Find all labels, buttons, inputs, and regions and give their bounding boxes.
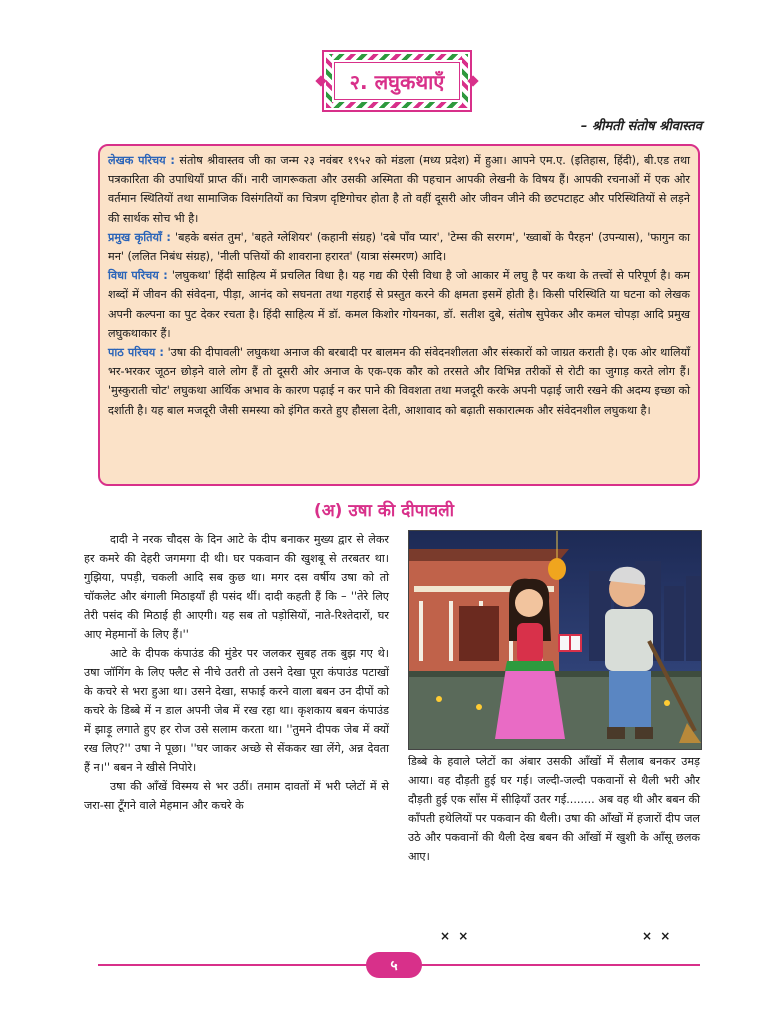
author-name: – श्रीमती संतोष श्रीवास्तव <box>580 119 702 134</box>
genre-intro-text: 'लघुकथा' हिंदी साहित्य में प्रचलित विधा है। यह गद्य की ऐसी विधा है जो आकार में लघु है पर कथा के तत्त्वों से परिपूर्ण है। कम शब्दों में जीवन की संवेदना, पीड़ा, आनंद को सघनता तथा गहराई से प्रस्तुत करने की क्षमता इसमें होती है। किसी परिस्थिति या घटना को लेखक अपनी कल्पना का पुट देकर रचता है। हिंदी साहित्य में डॉ. कमल किशोर गोयनका, डॉ. सतीश दुबे, संतोष सुपेकर और कमल चोपड़ा आदि प्रमुख लघुकथाकार हैं। <box>108 269 690 340</box>
lesson-intro-text: 'उषा की दीपावली' लघुकथा अनाज की बरबादी पर बालमन की संवेदनशीलता और संस्कारों को जाग्रत कराती है। एक ओर थालियाँ भर-भरकर जूठन छोड़ने वाले लोग हैं तो दूसरी ओर अनाज के एक-एक कौर को तरसते और विभिन्न तरीकों से रोटी का जुगाड़ करते लोग हैं। 'मुस्कुराती चोट' लघुकथा आर्थिक अभाव के कारण पढ़ाई न कर पाने की विवशता तथा मजदूरी करके अपनी पढ़ाई जारी रखने की अदम्य इच्छा को दर्शाती है। यह बाल मजदूरी जैसी समस्या को इंगित करते हुए हौसला देती, आशावाद को बढ़ाती सकारात्मक और संवेदनशील लघुकथा है। <box>108 346 691 417</box>
story-illustration <box>408 530 702 750</box>
major-works <box>108 228 690 266</box>
story-left-column <box>84 530 389 815</box>
story-paragraph: डिब्बे के हवाले प्लेटों का अंबार उसकी आँखों में सैलाब बनकर उमड़ आया। वह दौड़ती हुई घर गई। जल्दी-जल्दी पकवानों से थैली भरी और दौड़ती हुई एक साँस में सीढ़ियाँ उतर गई........ अब वह थी और बबन की काँपती हथेलियों पर पकवान की थैली। उषा की आँखों में हजारों दीप जल उठे और पकवानों की थैली देख बबन की आँखों में खुशी के आँसू छलक आए। <box>408 755 700 863</box>
story-title: (अ) उषा की दीपावली <box>313 501 455 521</box>
story-right-column <box>408 752 700 866</box>
chapter-title: २. लघुकथाएँ <box>334 62 460 100</box>
title-border-stripe <box>328 54 466 60</box>
story-paragraph: उषा की आँखें विस्मय से भर उठीं। तमाम दावतों में भरी प्लेटों में से जरा-सा टूँगने वाले मेहमान और कचरे के <box>84 780 389 812</box>
genre-intro-label: विधा परिचय : <box>108 269 168 283</box>
story-paragraph: दादी ने नरक चौदस के दिन आटे के दीप बनाकर मुख्य द्वार से लेकर हर कमरे की देहरी जगमगा दी थी। घर पकवान की खुशबू से तरबतर था। गुझिया, पपड़ी, चकली आदि सब कुछ था। मगर दस वर्षीय उषा को तो चॉकलेट और बंगाली मिठाइयाँ ही पसंद थीं। दादी कहती हैं कि – ''तेरे लिए तेरी पसंद की मिठाई ही आएगी। यह सब तो पड़ोसियों, नाते-रिश्तेदारों, घर आए मेहमानों के लिए हैं।'' <box>84 533 389 641</box>
introduction-box <box>98 144 700 486</box>
title-border-stripe <box>326 54 332 108</box>
major-works-label: प्रमुख कृतियाँ : <box>108 230 171 244</box>
chapter-title-frame <box>322 50 472 112</box>
title-border-stripe <box>328 102 466 108</box>
section-end-mark: × × <box>642 929 673 943</box>
section-end-mark: × × <box>440 929 471 943</box>
genre-intro <box>108 266 690 343</box>
author-intro-label: लेखक परिचय : <box>108 154 175 167</box>
illustration-scene <box>409 531 701 749</box>
lesson-intro-label: पाठ परिचय : <box>108 346 164 360</box>
major-works-text: 'बहके बसंत तुम', 'बहते ग्लेशियर' (कहानी संग्रह) 'दबे पाँव प्यार', 'टेम्स की सरगम', 'ख्वाबों के पैरहन' (उपन्यास), 'फागुन का मन' (ललित निबंध संग्रह), 'नीली पत्तियों की शावराना हरारत' (यात्रा संस्मरण) आदि। <box>108 230 690 264</box>
author-intro <box>108 151 690 228</box>
page-number: ५ <box>366 952 422 978</box>
story-paragraph: आटे के दीपक कंपाउंड की मुंडेर पर जलकर सुबह तक बुझ गए थे। उषा जॉगिंग के लिए फ्लैट से नीचे उतरी तो उसने देखा पूरा कंपाउंड पटाखों के कचरे से भरा हुआ था। उसने देखा, सफाई करने वाला बबन उन दीपों को कचरे के डिब्बे में न डाल अपनी जेब में रख रहा था। कृशकाय बबन कंपाउंड में झाड़ू लगाते हुए हर रोज उसे सलाम करता था। ''तुमने दीपक जेब में क्यों रख लिए?'' उषा ने पूछा। ''घर जाकर अच्छे से सेंककर खा लेंगे, अन्न देवता हैं न।'' बबन ने खीसे निपोरे। <box>84 647 389 774</box>
author-intro-text: संतोष श्रीवास्तव जी का जन्म २३ नवंबर १९५२ को मंडला (मध्य प्रदेश) में हुआ। आपने एम.ए. (इतिहास, हिंदी), बी.एड तथा पत्रकारिता की उपाधियाँ प्राप्त कीं। नारी जागरूकता और उसकी अस्मिता की पहचान आपकी लेखनी के विषय हैं। आपकी रचनाओं में एक ओर वर्तमान स्थितियों तथा सामाजिक विसंगतियों का चित्रण दृष्टिगोचर होता है तो वहीं दूसरी ओर जीवन जीने की छटपटाहट और परिस्थितियों से लड़ने की सार्थक सोच भी है। <box>108 154 690 225</box>
lesson-intro <box>108 343 690 420</box>
